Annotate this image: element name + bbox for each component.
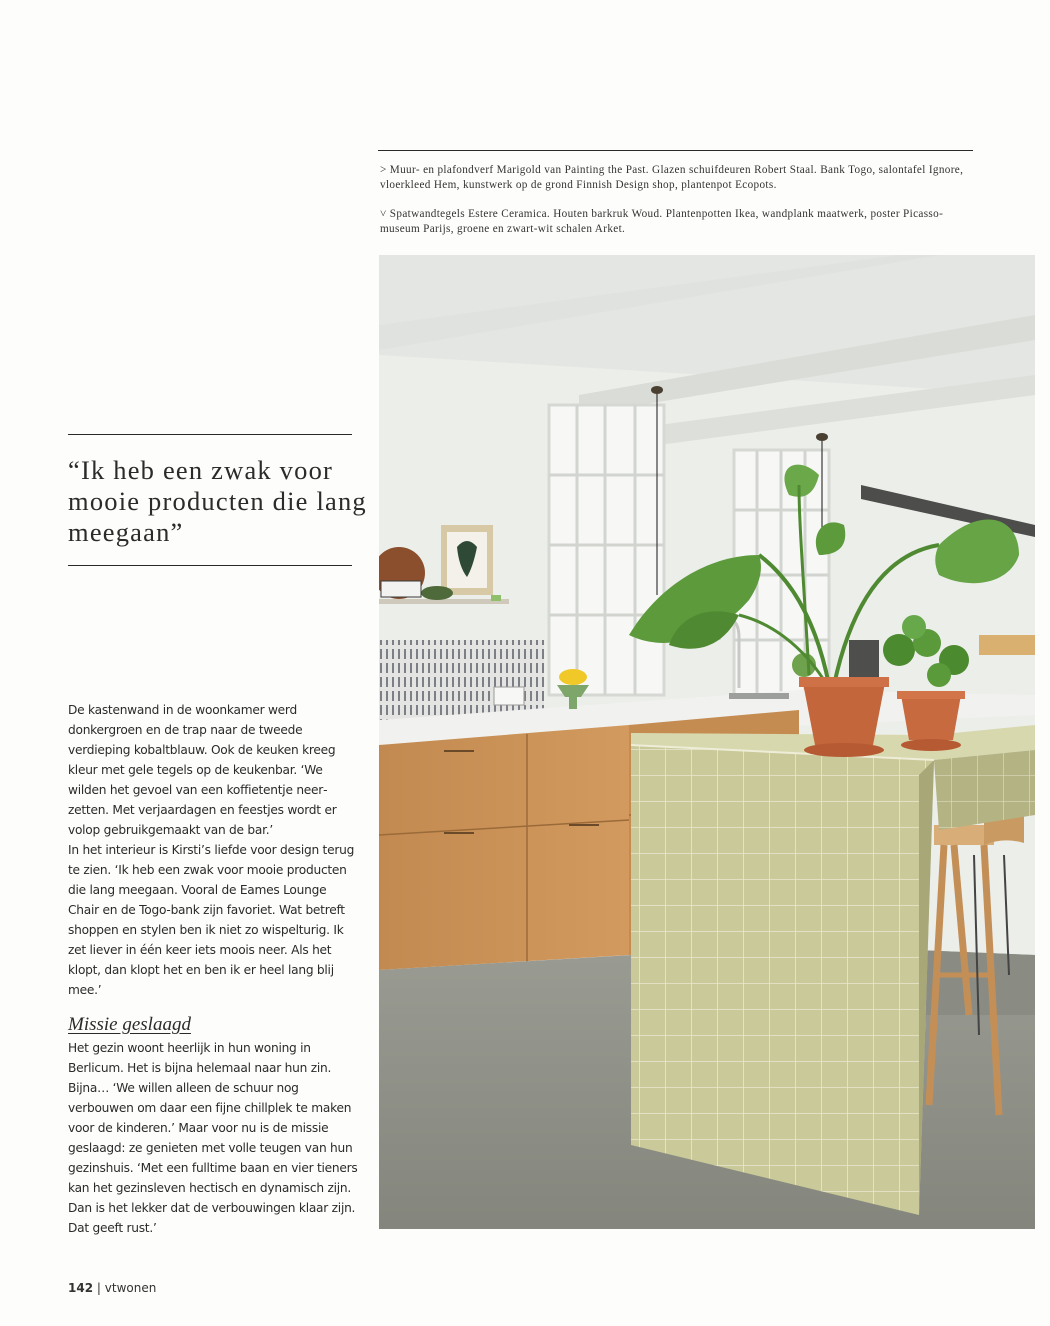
footer-separator: | bbox=[96, 1281, 101, 1295]
article-paragraph-3: Het gezin woont heerlijk in hun woning in Berlicum. Het is bijna helemaal naar hun zin. Bijna… ‘We willen alleen de schuur nog verbouwen om daar een fijne chillplek te maken voor de kinderen.’ Maar voor nu is de missie geslaagd: ze genieten met volle teugen van hun gezinshuis. ‘Met een fulltime baan en vier tieners kan het gezinsleven hectisch en dynamisch zijn. Dan is het lekker dat de verbouwingen klaar zijn. Dat geeft rust.’ bbox=[68, 1041, 358, 1235]
article-subheading: Missie geslaagd bbox=[68, 1014, 191, 1035]
photo-caption-bottom: ˅ Spatwandtegels Estere Ceramica. Houten barkruk Woud. Plantenpotten Ikea, wandplank maatwerk, poster Picasso-museum Parijs, groene en zwart-wit schalen Arket. bbox=[380, 208, 944, 235]
quote-bottom-rule bbox=[68, 565, 352, 566]
pull-quote: “Ik heb een zwak voor mooie producten die lang meegaan” bbox=[68, 455, 367, 547]
page-number: 142 bbox=[68, 1281, 94, 1295]
magazine-name: vtwonen bbox=[104, 1281, 157, 1295]
photo-caption-top: > Muur- en plafondverf Marigold van Painting the Past. Glazen schuifdeuren Robert Staal. Bank Togo, salontafel Ignore, vloerkleed Hem, kunstwerk op de grond Finnish Design shop, plantenpot Ecopots. bbox=[380, 164, 964, 191]
page-footer bbox=[68, 1281, 156, 1295]
kitchen-photo bbox=[379, 255, 1035, 1229]
quote-top-rule bbox=[68, 434, 352, 435]
article-paragraph-2: In het interieur is Kirsti’s liefde voor design terug te zien. ‘Ik heb een zwak voor mooie producten die lang meegaan. Vooral de Eames Lounge Chair en de Togo-bank zijn favoriet. Wat betreft shoppen en stylen ben ik niet zo wispelturig. Ik zet liever in één keer iets moois neer. Als het klopt, dan klopt het en ben ik er heel lang blij mee.’ bbox=[68, 843, 355, 997]
article-paragraph-1: De kastenwand in de woonkamer werd donkergroen en de trap naar de tweede verdieping kobaltblauw. Ook de keuken kreeg kleur met gele tegels op de keukenbar. ‘We wilden het gevoel van een koffietentje neerzetten. Met verjaardagen en feestjes wordt er volop gebruikgemaakt van de bar.’ bbox=[68, 703, 337, 837]
caption-top-rule bbox=[378, 150, 973, 151]
